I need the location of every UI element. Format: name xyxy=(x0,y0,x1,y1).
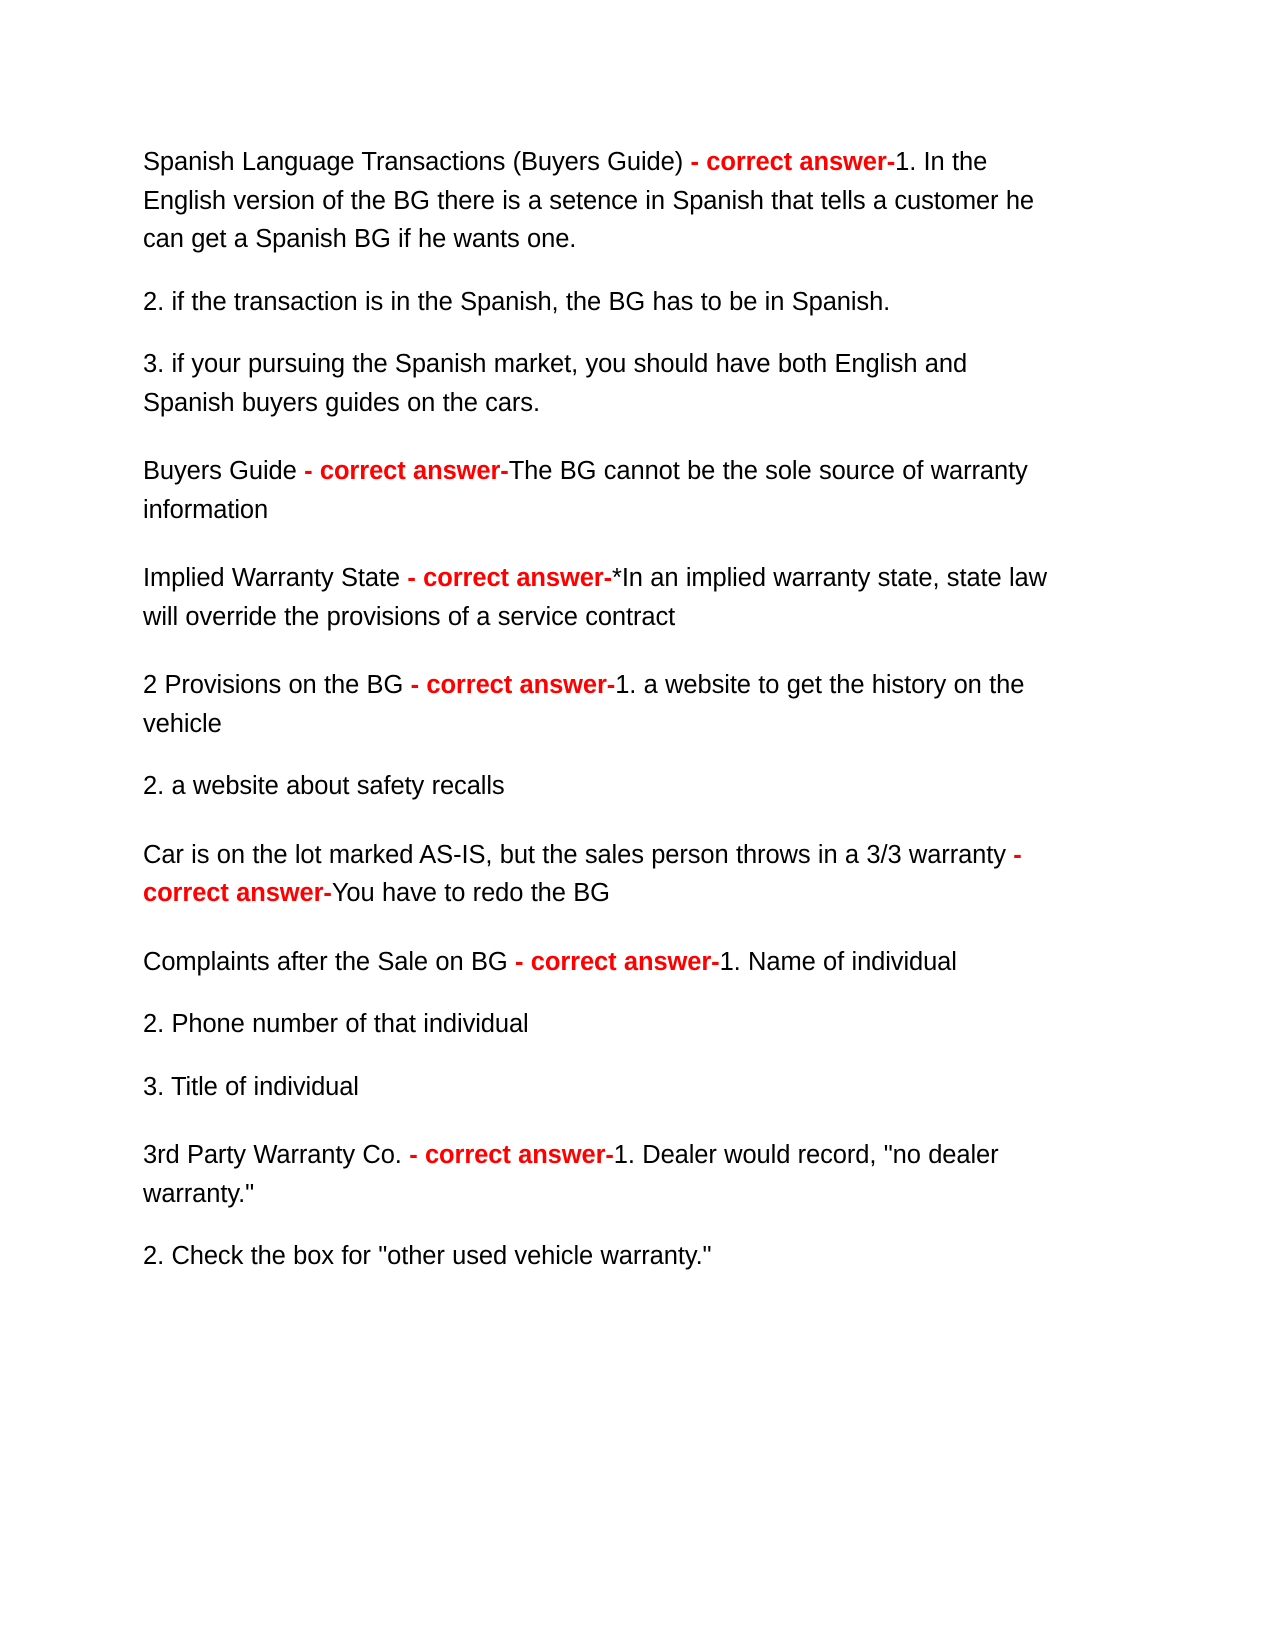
qa-primary-paragraph xyxy=(143,666,1057,743)
document-body xyxy=(143,143,1057,1276)
answer-continuation-paragraph: 3. if your pursuing the Spanish market, you should have both English and Spanish buyers guides on the cars. xyxy=(143,350,968,417)
correct-answer-separator: - correct answer- xyxy=(514,947,720,976)
answer-continuation-paragraph: 2. Phone number of that individual xyxy=(143,1010,529,1038)
answer-continuation-paragraph: 2. a website about safety recalls xyxy=(143,772,505,800)
answer-continuation-paragraph: 2. Check the box for "other used vehicle warranty." xyxy=(143,1242,712,1270)
correct-answer-separator: - correct answer- xyxy=(409,1141,614,1169)
qa-primary-paragraph xyxy=(143,1136,1057,1213)
answer-text: 1. Name of individual xyxy=(719,947,957,976)
qa-block xyxy=(143,559,1057,636)
question-term: Complaints after the Sale on BG xyxy=(143,947,515,976)
qa-primary-paragraph xyxy=(143,836,1057,913)
correct-answer-separator: - correct answer- xyxy=(410,671,616,699)
qa-block xyxy=(143,836,1057,913)
question-term: Spanish Language Transactions (Buyers Guide) xyxy=(143,148,691,176)
answer-text: 1. a website to get the history on the vehicle xyxy=(143,671,1025,738)
correct-answer-separator: - correct answer- xyxy=(407,564,612,592)
answer-text: *In an implied warranty state, state law will override the provisions of a service contract xyxy=(143,564,1047,631)
qa-block xyxy=(143,943,1057,1107)
correct-answer-separator: - correct answer- xyxy=(304,457,509,485)
qa-block xyxy=(143,1136,1057,1276)
question-term: Buyers Guide xyxy=(143,457,305,485)
qa-block xyxy=(143,452,1057,529)
qa-primary-paragraph xyxy=(143,559,1057,636)
answer-continuation-paragraph: 2. if the transaction is in the Spanish, the BG has to be in Spanish. xyxy=(143,287,891,316)
answer-text: 1. In the English version of the BG there is a setence in Spanish that tells a customer he can get a Spanish BG if he wants one. xyxy=(143,148,1034,253)
question-term: Implied Warranty State xyxy=(143,564,408,592)
correct-answer-separator: - correct answer- xyxy=(690,148,896,176)
question-term: Car is on the lot marked AS-IS, but the sales person throws in a 3/3 warranty xyxy=(143,840,1014,869)
question-term: 3rd Party Warranty Co. xyxy=(143,1141,410,1169)
correct-answer-separator: - correct answer- xyxy=(143,840,1022,907)
answer-text: The BG cannot be the sole source of warranty information xyxy=(143,457,1028,524)
question-term: 2 Provisions on the BG xyxy=(143,671,411,699)
qa-primary-paragraph xyxy=(143,943,1057,982)
qa-primary-paragraph xyxy=(143,452,1057,529)
answer-text: You have to redo the BG xyxy=(331,879,610,907)
qa-block xyxy=(143,666,1057,806)
answer-continuation-paragraph: 3. Title of individual xyxy=(143,1072,359,1101)
qa-block xyxy=(143,143,1057,422)
answer-text: 1. Dealer would record, "no dealer warranty." xyxy=(143,1141,999,1208)
qa-primary-paragraph xyxy=(143,143,1057,259)
